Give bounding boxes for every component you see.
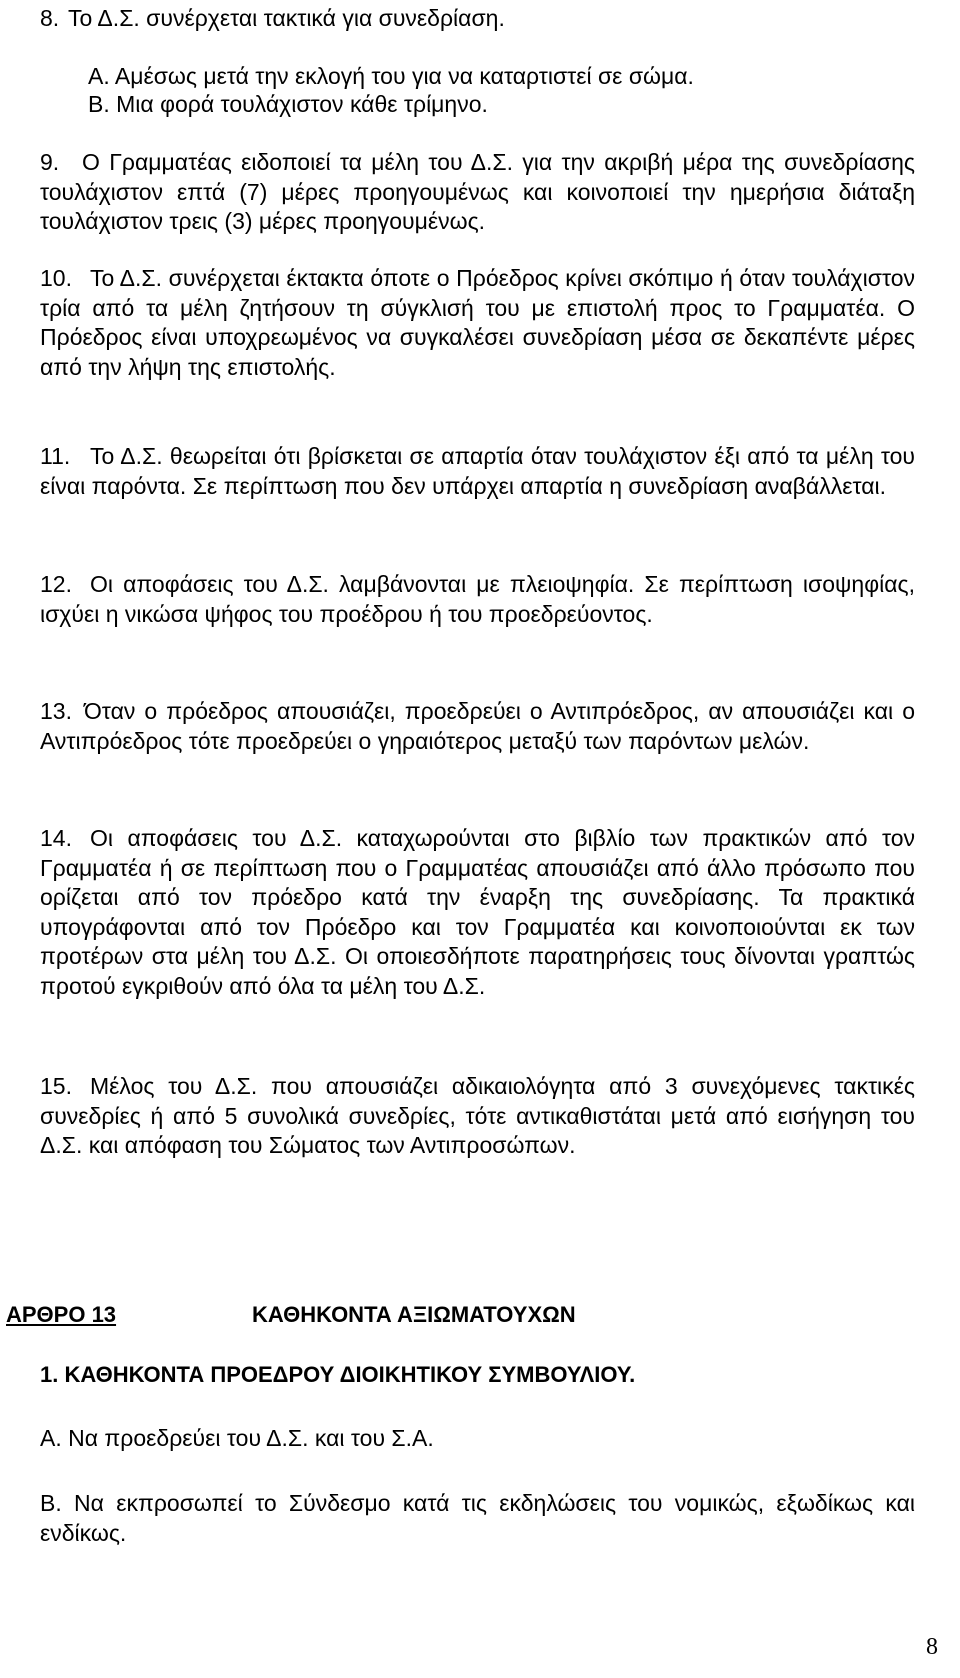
item-number: 10. <box>40 265 72 291</box>
item-number: 14. <box>40 825 72 851</box>
item-number: 15. <box>40 1073 72 1099</box>
list-item-15 <box>40 1072 915 1161</box>
sub-item-b: Β. Μια φορά τουλάχιστον κάθε τρίμηνο. <box>88 91 488 117</box>
item-number: 13. <box>40 698 72 724</box>
page-number: 8 <box>926 1633 938 1660</box>
item-text: Μέλος του Δ.Σ. που απουσιάζει αδικαιολόγητα από 3 συνεχόμενες τακτικές συνεδρίες ή από 5 συνολικά συνεδρίες, τότε αντικαθιστάται μετά από εισήγηση του Δ.Σ. και απόφαση του Σώματος των Αντιπροσώπων. <box>40 1073 915 1158</box>
item-text: Ο Γραμματέας ειδοποιεί τα μέλη του Δ.Σ. για την ακριβή μέρα της συνεδρίασης τουλάχιστον επτά (7) μέρες προηγουμένως και κοινοποιεί την ημερήσια διάταξη τουλάχιστον τρεις (3) μέρες προηγουμένως. <box>40 149 915 234</box>
list-item-11 <box>40 442 915 501</box>
list-item-10 <box>40 264 915 382</box>
item-number: 8. <box>40 5 60 31</box>
item-text: Το Δ.Σ. θεωρείται ότι βρίσκεται σε απαρτία όταν τουλάχιστον έξι από τα μέλη του είναι παρόντα. Σε περίπτωση που δεν υπάρχει απαρτία η συνεδρίαση αναβάλλεται. <box>40 443 915 499</box>
list-item-13 <box>40 697 915 756</box>
section-title: 1. ΚΑΘΗΚΟΝΤΑ ΠΡΟΕΔΡΟΥ ΔΙΟΙΚΗΤΙΚΟΥ ΣΥΜΒΟΥΛΙΟΥ. <box>40 1362 636 1387</box>
item-text: Το Δ.Σ. συνέρχεται τακτικά για συνεδρίαση. <box>68 5 505 31</box>
list-item-14 <box>40 824 915 1001</box>
item-number: 11. <box>40 443 71 469</box>
item-text: Οι αποφάσεις του Δ.Σ. λαμβάνονται με πλειοψηφία. Σε περίπτωση ισοψηφίας, ισχύει η νικώσα ψήφος του προέδρου ή του προεδρεύοντος. <box>40 571 915 627</box>
duty-a: Α. Να προεδρεύει του Δ.Σ. και του Σ.Α. <box>40 1425 434 1451</box>
duty-b: Β. Να εκπροσωπεί το Σύνδεσμο κατά τις εκδηλώσεις του νομικώς, εξωδίκως και ενδίκως. <box>40 1490 915 1546</box>
article-label: ΑΡΘΡΟ 13 <box>6 1302 117 1327</box>
article-title: ΚΑΘΗΚΟΝΤΑ ΑΞΙΩΜΑΤΟΥΧΩΝ <box>252 1302 576 1327</box>
item-number: 12. <box>40 571 72 597</box>
list-item-12 <box>40 570 915 629</box>
list-item-9 <box>40 148 915 237</box>
item-text: Οι αποφάσεις του Δ.Σ. καταχωρούνται στο βιβλίο των πρακτικών από τον Γραμματέα ή σε περίπτωση που ο Γραμματέας απουσιάζει από άλλο πρόσωπο που ορίζεται από τον πρόεδρο κατά την έναρξη της συνεδρίασης. Τα πρακτικά υπογράφονται από τον Πρόεδρο και τον Γραμματέα και κοινοποιούνται εκ των προτέρων στα μέλη του Δ.Σ. Οι οποιεσδήποτε παρατηρήσεις τους δίνονται γραπτώς προτού εγκριθούν από όλα τα μέλη του Δ.Σ. <box>40 825 915 999</box>
item-number: 9. <box>40 149 60 175</box>
item-text: Όταν ο πρόεδρος απουσιάζει, προεδρεύει ο Αντιπρόεδρος, αν απουσιάζει και ο Αντιπρόεδρος τότε προεδρεύει ο γηραιότερος μεταξύ των παρόντων μελών. <box>40 698 915 754</box>
sub-item-a: Α. Αμέσως μετά την εκλογή του για να καταρτιστεί σε σώμα. <box>88 63 694 89</box>
item-text: Το Δ.Σ. συνέρχεται έκτακτα όποτε ο Πρόεδρος κρίνει σκόπιμο ή όταν τουλάχιστον τρία από τα μέλη ζητήσουν τη σύγκλισή του με επιστολή προς το Γραμματέα. Ο Πρόεδρος είναι υποχρεωμένος να συγκαλέσει συνεδρίαση μέσα σε δεκαπέντε μέρες από την λήψη της επιστολής. <box>40 265 915 380</box>
list-item-8 <box>40 4 915 34</box>
